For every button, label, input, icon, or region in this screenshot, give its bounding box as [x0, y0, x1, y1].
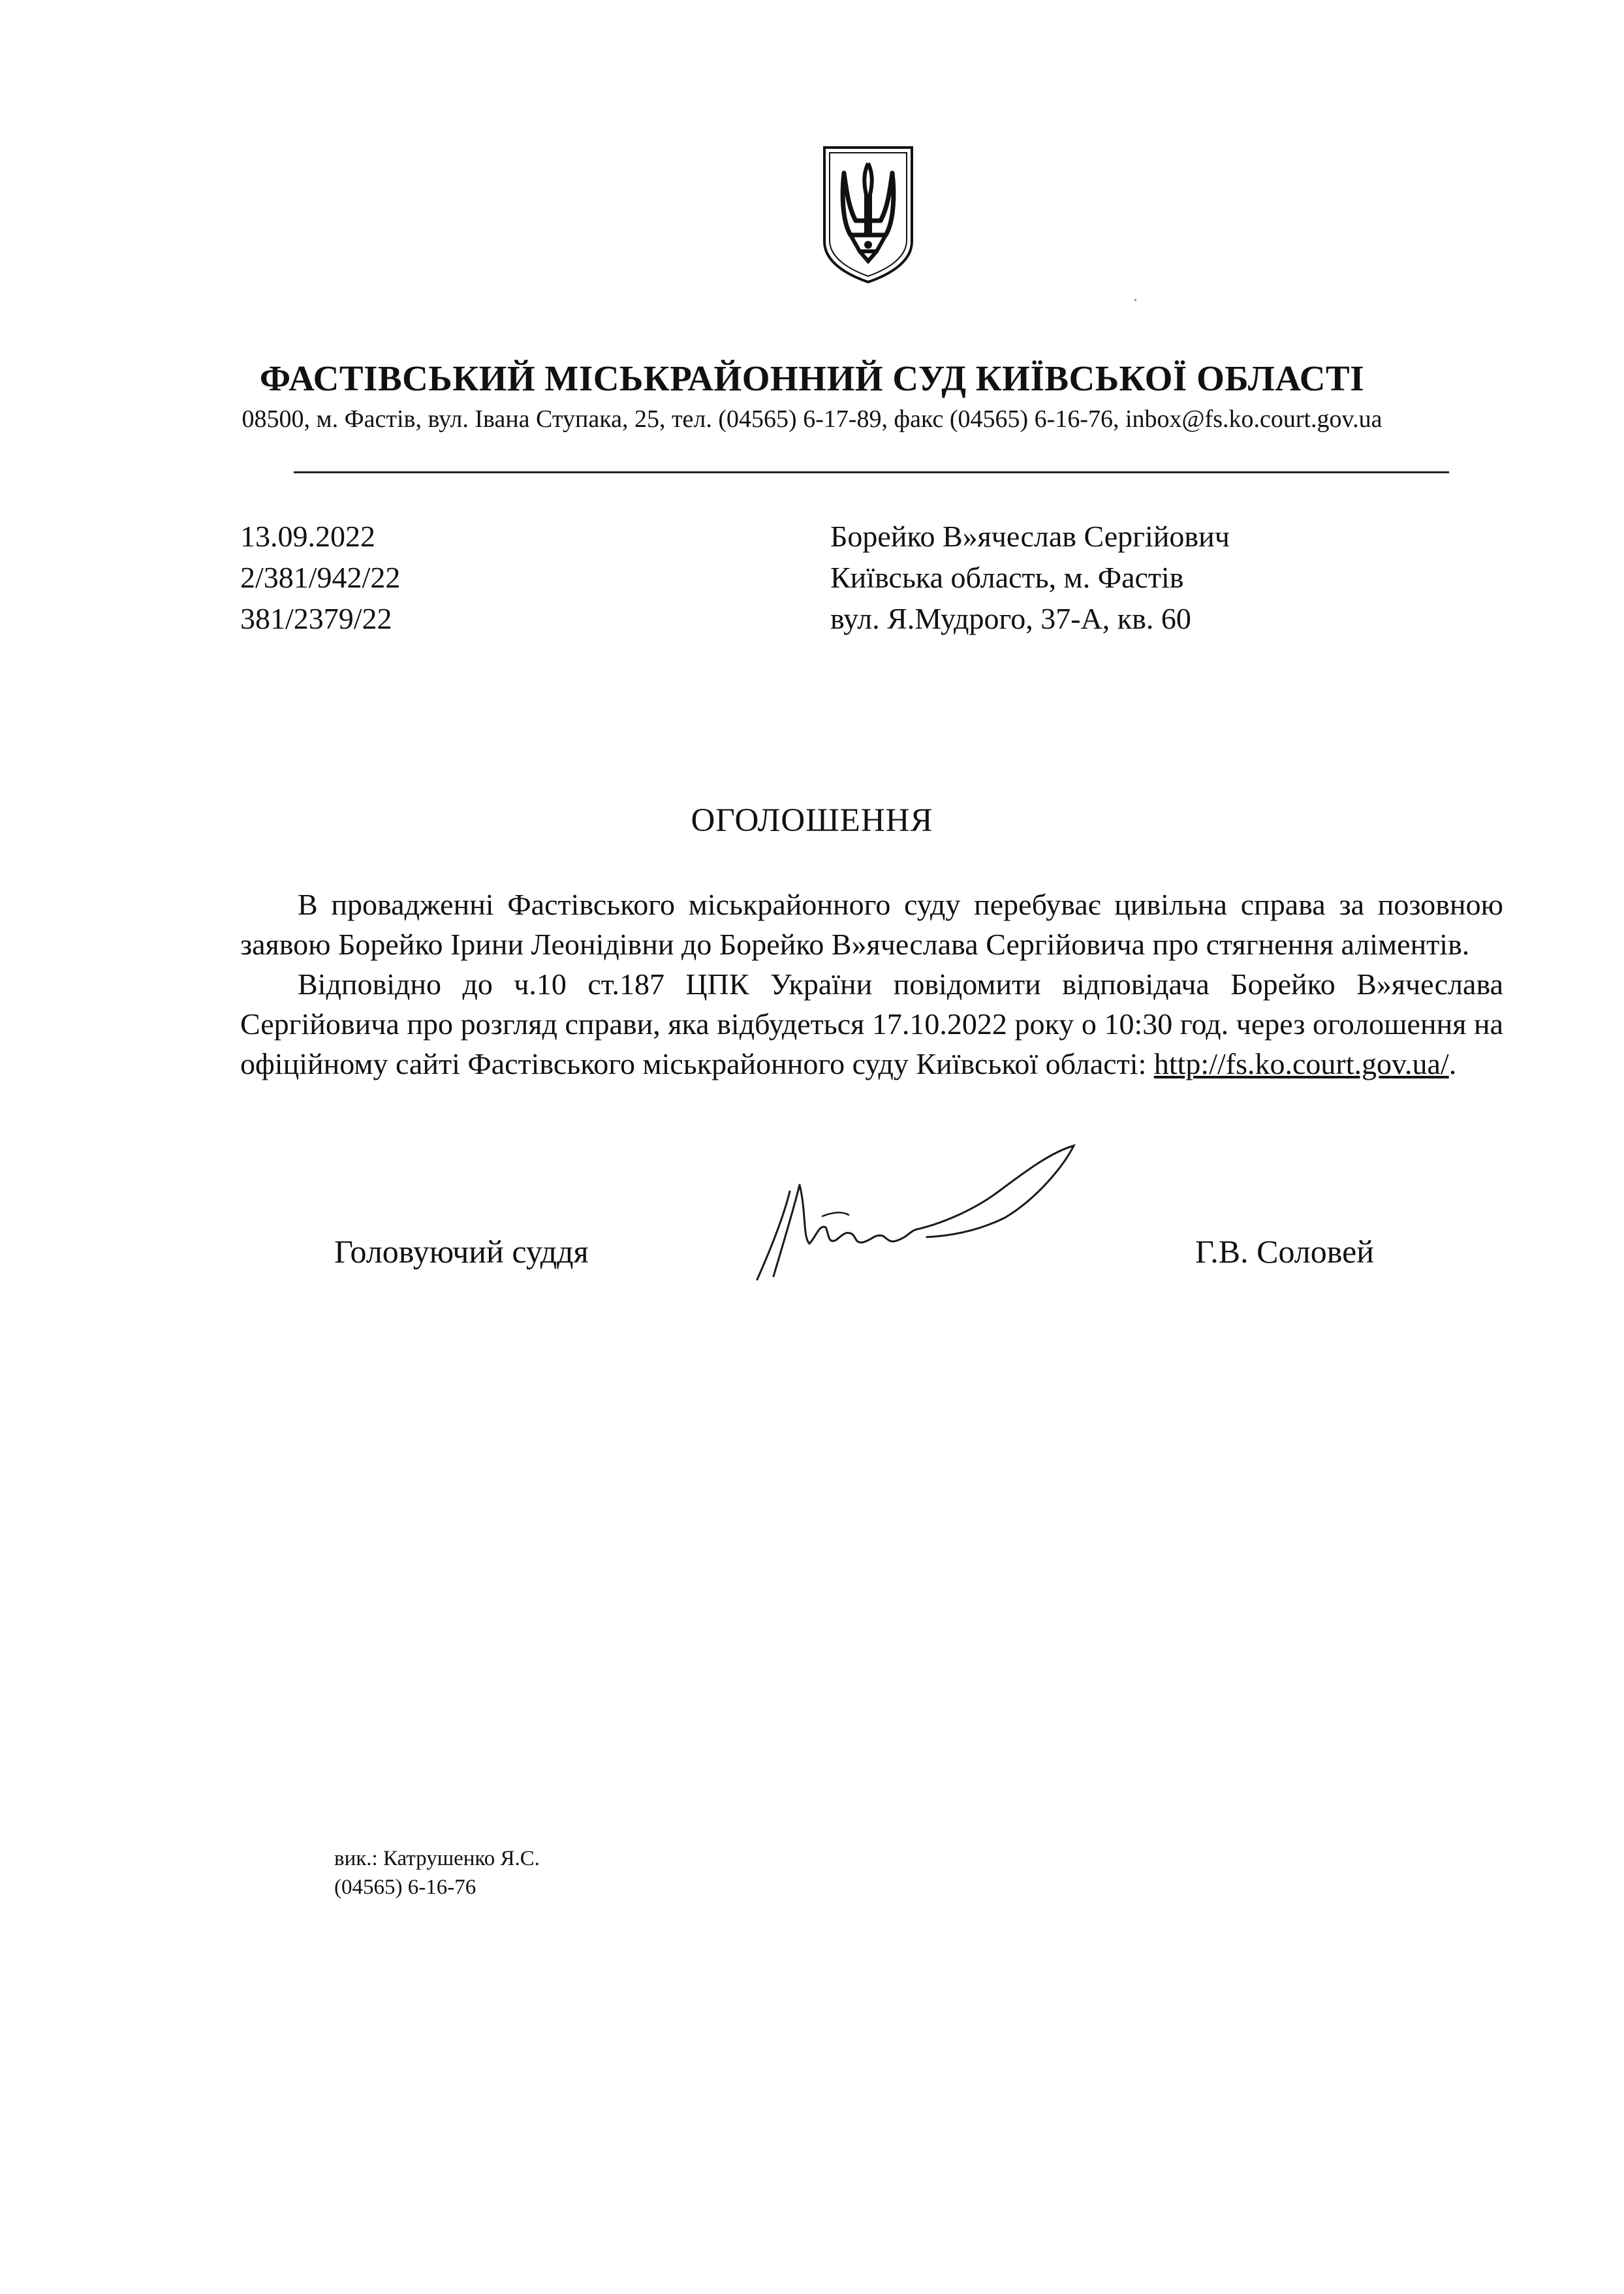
announcement-body	[240, 885, 1503, 1084]
court-address: 08500, м. Фастів, вул. Івана Ступака, 25, тел. (04565) 6-17-89, факс (04565) 6-16-76, inbox@fs.ko.court.gov.ua	[242, 405, 1382, 433]
document-date: 13.09.2022	[240, 520, 375, 553]
paragraph-2-text: Відповідно до ч.10 ст.187 ЦПК України повідомити відповідача Борейко В»ячеслава Сергійовича про розгляд справи, яка відбудеться 17.10.2022 року о 10:30 год. через оголошення на офіційному сайті Фастівського міськрайонного суду Київської області:	[240, 967, 1503, 1080]
signatory-name: Г.В. Соловей	[1195, 1233, 1375, 1270]
recipient-block	[830, 516, 1230, 639]
paragraph-2	[240, 964, 1503, 1084]
executor-phone: (04565) 6-16-76	[334, 1876, 476, 1899]
court-website-link[interactable]: http://fs.ko.court.gov.ua/	[1153, 1047, 1449, 1080]
document-meta	[240, 516, 400, 639]
recipient-region: Київська область, м. Фастів	[830, 561, 1184, 594]
executor-name: вик.: Катрушенко Я.С.	[334, 1847, 540, 1870]
link-suffix: .	[1448, 1047, 1457, 1080]
signatory-role: Головуючий суддя	[334, 1233, 589, 1270]
recipient-name: Борейко В»ячеслав Сергійович	[830, 520, 1230, 553]
recipient-street: вул. Я.Мудрого, 37-А, кв. 60	[830, 602, 1191, 635]
scan-speck	[1134, 299, 1136, 301]
trident-coat-of-arms-icon	[819, 144, 917, 284]
outgoing-number: 381/2379/22	[240, 602, 392, 635]
court-name: ФАСТІВСЬКИЙ МІСЬКРАЙОННИЙ СУД КИЇВСЬКОЇ ОБЛАСТІ	[259, 358, 1365, 398]
document-title: ОГОЛОШЕННЯ	[691, 802, 933, 839]
header-divider	[294, 471, 1449, 473]
handwritten-signature-icon	[744, 1139, 1084, 1289]
executor-block	[334, 1844, 540, 1902]
paragraph-1: В провадженні Фастівського міськрайонного суду перебуває цивільна справа за позовною заявою Борейко Ірини Леонідівни до Борейко В»ячеслава Сергійовича про стягнення аліментів.	[240, 888, 1503, 961]
case-number: 2/381/942/22	[240, 561, 401, 594]
